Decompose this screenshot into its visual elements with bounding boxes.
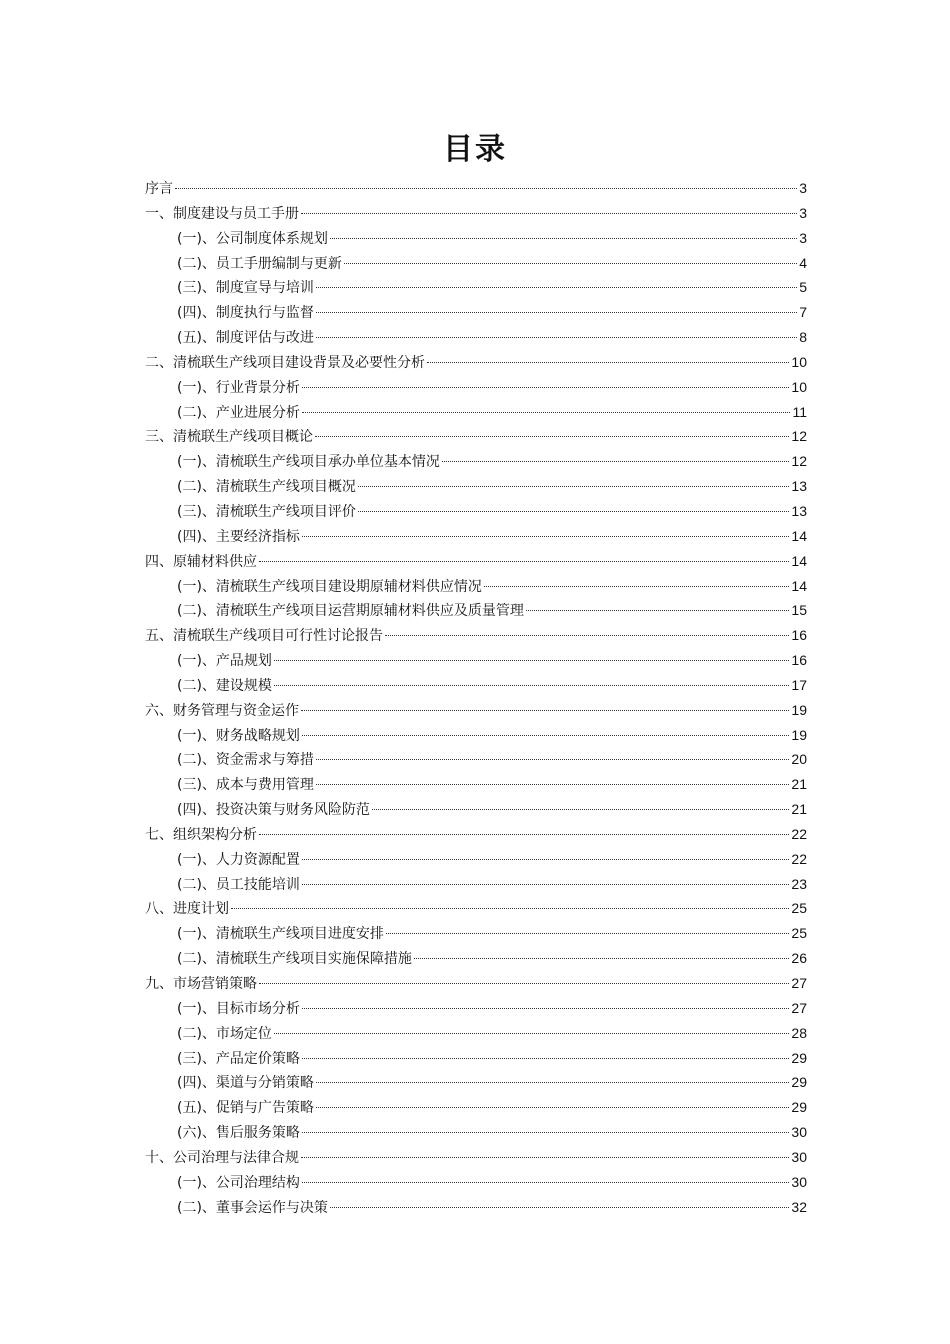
toc-entry-page-number: 15 <box>791 602 807 619</box>
toc-entry[interactable] <box>145 251 807 276</box>
toc-dot-leader <box>427 361 789 363</box>
toc-entry-label: (二)、清梳联生产线项目概况 <box>177 479 356 496</box>
toc-entry-page-number: 27 <box>791 999 807 1016</box>
toc-entry-page-number: 3 <box>799 180 807 196</box>
toc-entry-label: (一)、人力资源配置 <box>177 851 300 868</box>
toc-entry[interactable] <box>145 971 807 996</box>
toc-entry-label: 序言 <box>145 181 173 197</box>
toc-entry-page-number: 30 <box>791 1124 807 1141</box>
toc-entry-page-number: 12 <box>791 453 807 470</box>
toc-entry-label: (一)、产品规划 <box>177 653 272 670</box>
toc-entry-page-number: 30 <box>791 1173 807 1190</box>
toc-dot-leader <box>302 535 789 537</box>
toc-dot-leader <box>315 435 789 437</box>
toc-dot-leader <box>301 709 789 711</box>
toc-entry[interactable] <box>145 275 807 300</box>
toc-entry[interactable] <box>145 847 807 872</box>
toc-entry-page-number: 32 <box>791 1198 807 1215</box>
toc-entry[interactable] <box>145 921 807 946</box>
toc-entry[interactable] <box>145 226 807 251</box>
toc-entry-label: 六、财务管理与资金运作 <box>145 702 299 719</box>
toc-entry[interactable] <box>145 698 807 723</box>
toc-entry-label: 十、公司治理与法律合规 <box>145 1149 299 1166</box>
toc-dot-leader <box>484 585 789 587</box>
toc-entry-page-number: 22 <box>791 850 807 867</box>
toc-dot-leader <box>316 336 797 338</box>
toc-entry-label: (二)、清梳联生产线项目实施保障措施 <box>177 951 412 968</box>
toc-entry[interactable] <box>145 896 807 921</box>
toc-title: 目录 <box>443 132 507 167</box>
toc-entry[interactable] <box>145 1145 807 1170</box>
toc-entry-label: 二、清梳联生产线项目建设背景及必要性分析 <box>145 354 425 371</box>
toc-dot-leader <box>330 1206 789 1208</box>
toc-dot-leader <box>316 758 789 760</box>
toc-entry-label: 七、组织架构分析 <box>145 826 257 843</box>
toc-entry-label: 三、清梳联生产线项目概论 <box>145 429 313 446</box>
toc-entry-label: 九、市场营销策略 <box>145 976 257 992</box>
toc-entry[interactable] <box>145 747 807 772</box>
toc-entry[interactable] <box>145 723 807 748</box>
toc-entry[interactable] <box>145 872 807 897</box>
toc-dot-leader <box>231 907 789 909</box>
toc-entry-label: (五)、制度评估与改进 <box>177 330 314 347</box>
toc-entry-page-number: 19 <box>791 701 807 718</box>
toc-entry-label: 八、进度计划 <box>145 901 229 918</box>
toc-entry-label: 一、制度建设与员工手册 <box>145 205 299 222</box>
toc-entry-page-number: 29 <box>791 1049 807 1066</box>
toc-entry-label: (一)、公司制度体系规划 <box>177 230 328 247</box>
toc-entry-page-number: 28 <box>791 1024 807 1041</box>
toc-entry-page-number: 13 <box>791 478 807 495</box>
toc-entry-label: (四)、主要经济指标 <box>177 528 300 545</box>
toc-dot-leader <box>302 1131 789 1133</box>
toc-dot-leader <box>259 982 789 984</box>
toc-entry-label: (四)、制度执行与监督 <box>177 305 314 322</box>
toc-dot-leader <box>316 1106 789 1108</box>
toc-entry-page-number: 26 <box>791 950 807 967</box>
toc-entry-label: (一)、清梳联生产线项目承办单位基本情况 <box>177 454 440 471</box>
toc-dot-leader <box>302 1007 789 1009</box>
toc-entry[interactable] <box>145 549 807 574</box>
toc-dot-leader <box>526 609 789 611</box>
toc-dot-leader <box>302 734 789 736</box>
toc-entry-label: (六)、售后服务策略 <box>177 1125 300 1142</box>
toc-entry[interactable] <box>145 449 807 474</box>
toc-entry-page-number: 13 <box>791 502 807 519</box>
toc-entry-page-number: 16 <box>791 652 807 669</box>
toc-dot-leader <box>302 1057 789 1059</box>
toc-entry-page-number: 21 <box>791 776 807 793</box>
toc-dot-leader <box>316 311 797 313</box>
toc-entry-page-number: 5 <box>799 279 807 296</box>
toc-dot-leader <box>316 286 797 288</box>
toc-entry-page-number: 21 <box>791 801 807 818</box>
toc-entry[interactable] <box>145 772 807 797</box>
toc-entry-page-number: 30 <box>791 1148 807 1165</box>
toc-entry-page-number: 27 <box>791 975 807 991</box>
toc-entry-page-number: 14 <box>791 552 807 569</box>
toc-dot-leader <box>274 659 789 661</box>
toc-entry[interactable] <box>145 797 807 822</box>
toc-entry-label: (五)、促销与广告策略 <box>177 1100 314 1117</box>
toc-entry-label: (二)、员工手册编制与更新 <box>177 255 342 272</box>
toc-entry-page-number: 25 <box>791 900 807 917</box>
toc-entry-label: (四)、投资决策与财务风险防范 <box>177 802 370 819</box>
toc-entry[interactable] <box>145 375 807 400</box>
toc-entry-page-number: 22 <box>791 825 807 842</box>
toc-entry[interactable] <box>145 1021 807 1046</box>
toc-dot-leader <box>316 783 789 785</box>
toc-entry-page-number: 7 <box>799 304 807 321</box>
toc-entry-label: (一)、目标市场分析 <box>177 1000 300 1017</box>
toc-entry-label: (四)、渠道与分销策略 <box>177 1075 314 1092</box>
toc-dot-leader <box>259 833 789 835</box>
toc-dot-leader <box>372 808 789 810</box>
toc-entry-page-number: 20 <box>791 751 807 768</box>
toc-dot-leader <box>274 1032 789 1034</box>
toc-entry-page-number: 10 <box>791 378 807 395</box>
toc-entry-page-number: 23 <box>791 875 807 892</box>
toc-entry[interactable] <box>145 499 807 524</box>
toc-dot-leader <box>302 386 789 388</box>
toc-entry-page-number: 29 <box>791 1099 807 1116</box>
toc-entry-label: (二)、市场定位 <box>177 1025 272 1042</box>
toc-entry[interactable] <box>145 1070 807 1095</box>
toc-entry-page-number: 8 <box>799 329 807 346</box>
toc-dot-leader <box>414 957 789 959</box>
toc-entry[interactable] <box>145 574 807 599</box>
toc-entry[interactable] <box>145 201 807 226</box>
toc-dot-leader <box>302 883 789 885</box>
toc-dot-leader <box>302 858 789 860</box>
toc-entry-page-number: 25 <box>791 925 807 942</box>
toc-entry-page-number: 11 <box>792 403 807 420</box>
toc-entry-page-number: 3 <box>799 229 807 246</box>
toc-entry[interactable] <box>145 1195 807 1220</box>
toc-dot-leader <box>175 187 797 189</box>
toc-entry-page-number: 14 <box>791 527 807 544</box>
toc-entry-label: 四、原辅材料供应 <box>145 553 257 570</box>
toc-entry-label: (二)、建设规模 <box>177 677 272 694</box>
toc-entry-page-number: 12 <box>791 428 807 445</box>
toc-entry-page-number: 16 <box>791 627 807 644</box>
toc-entry-label: (一)、清梳联生产线项目建设期原辅材料供应情况 <box>177 578 482 595</box>
toc-entry[interactable] <box>145 673 807 698</box>
toc-entry[interactable] <box>145 598 807 623</box>
toc-dot-leader <box>316 1081 789 1083</box>
toc-entry-label: (一)、行业背景分析 <box>177 379 300 396</box>
toc-entry-label: (三)、清梳联生产线项目评价 <box>177 503 356 520</box>
toc-entry[interactable] <box>145 524 807 549</box>
toc-entry-label: 五、清梳联生产线项目可行性讨论报告 <box>145 628 383 645</box>
toc-entry-label: (二)、员工技能培训 <box>177 876 300 893</box>
toc-entry[interactable] <box>145 623 807 648</box>
toc-dot-leader <box>330 237 797 239</box>
toc-entry-label: (一)、公司治理结构 <box>177 1174 300 1191</box>
toc-dot-leader <box>259 560 789 562</box>
toc-entry-label: (一)、财务战略规划 <box>177 727 300 744</box>
toc-entry[interactable] <box>145 1046 807 1071</box>
toc-entry[interactable] <box>145 946 807 971</box>
toc-dot-leader <box>302 411 791 413</box>
toc-dot-leader <box>301 212 797 214</box>
toc-dot-leader <box>358 485 789 487</box>
toc-dot-leader <box>274 684 789 686</box>
toc-entry-page-number: 17 <box>791 676 807 693</box>
toc-entry[interactable] <box>145 996 807 1021</box>
toc-entry-label: (三)、成本与费用管理 <box>177 777 314 794</box>
toc-entry-page-number: 10 <box>791 353 807 370</box>
toc-entry-page-number: 3 <box>799 204 807 221</box>
toc-entry-label: (二)、产业进展分析 <box>177 404 300 421</box>
toc-entry-label: (二)、董事会运作与决策 <box>177 1199 328 1216</box>
toc-entry-page-number: 19 <box>791 726 807 743</box>
toc-entry-label: (三)、产品定价策略 <box>177 1050 300 1067</box>
toc-dot-leader <box>385 634 789 636</box>
toc-dot-leader <box>442 460 789 462</box>
toc-entry[interactable] <box>145 176 807 201</box>
toc-entry-page-number: 14 <box>791 577 807 594</box>
toc-dot-leader <box>386 932 789 934</box>
toc-entry-page-number: 29 <box>791 1074 807 1091</box>
toc-dot-leader <box>302 1181 789 1183</box>
toc-entry[interactable] <box>145 1170 807 1195</box>
toc-list <box>145 176 807 1219</box>
toc-entry[interactable] <box>145 474 807 499</box>
toc-dot-leader <box>358 510 789 512</box>
toc-dot-leader <box>301 1156 789 1158</box>
toc-entry[interactable] <box>145 350 807 375</box>
toc-entry[interactable] <box>145 822 807 847</box>
toc-entry-label: (二)、资金需求与筹措 <box>177 752 314 769</box>
toc-entry[interactable] <box>145 300 807 325</box>
toc-entry[interactable] <box>145 424 807 449</box>
toc-dot-leader <box>344 262 797 264</box>
toc-entry[interactable] <box>145 400 807 425</box>
toc-entry[interactable] <box>145 325 807 350</box>
toc-entry-label: (二)、清梳联生产线项目运营期原辅材料供应及质量管理 <box>177 603 524 620</box>
toc-entry[interactable] <box>145 1095 807 1120</box>
toc-entry-label: (一)、清梳联生产线项目进度安排 <box>177 926 384 943</box>
toc-entry-label: (三)、制度宣导与培训 <box>177 280 314 297</box>
toc-entry[interactable] <box>145 1120 807 1145</box>
toc-entry[interactable] <box>145 648 807 673</box>
toc-entry-page-number: 4 <box>799 254 807 271</box>
